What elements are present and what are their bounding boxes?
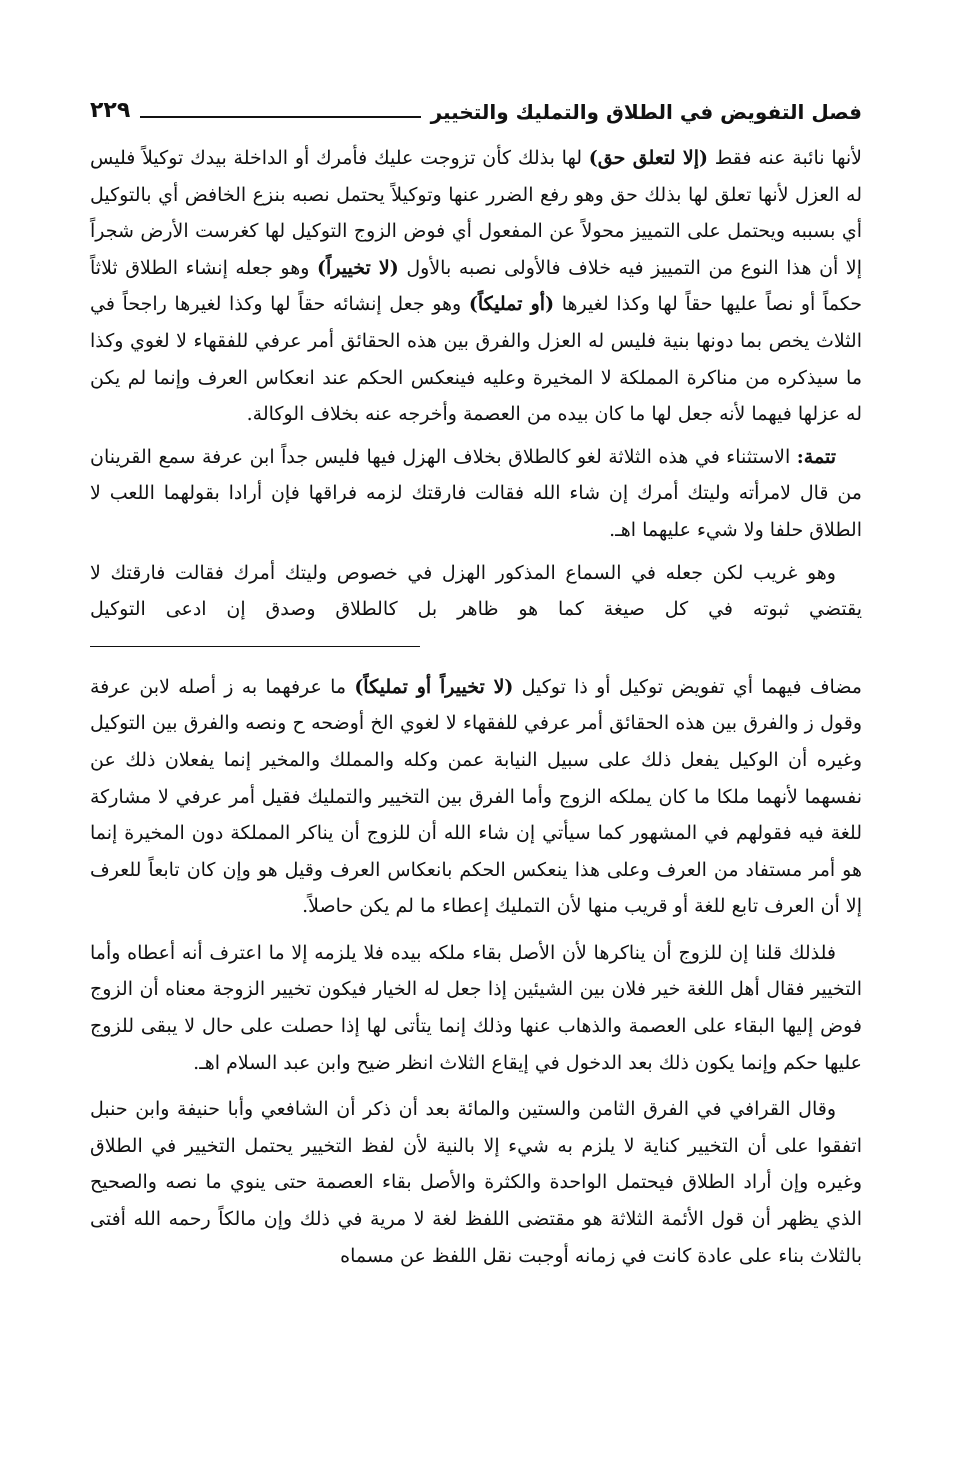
main-paragraph-2: تتمة: الاستثناء في هذه الثلاثة لغو كالطلاق بخلاف الهزل فيها فليس جداً ابن عرفة سمع القرينان من قال لامرأته وليتك أمرك إن شاء الله فقالت فارقتك لزمه فراقها فإن أرادا بقولهما اللعب لا الطلاق حلفا ولا شيء عليهما اهـ.	[90, 445, 862, 541]
footnote-paragraph-3: وقال القرافي في الفرق الثامن والستين والمائة بعد أن ذكر أن الشافعي وأبا حنيفة وابن حنبل اتفقوا على أن التخيير كناية لا يلزم به شيء إلا بالنية لأن لفظ التخيير يحتمل التخيير في الطلاق وغيره وإن أراد الطلاق فيحتمل الواحدة والكثرة والأصل بقاء العصمة حتى ينوي ما نصه والصحيح الذي يظهر أن قول الأئمة الثلاثة هو مقتضى اللفظ لغة لا مرية في ذلك وإن مالكاً رحمه الله أفتى بالثلاث بناء على عادة كانت في زمانه أوجبت نقل اللفظ عن مسماه	[90, 1098, 862, 1267]
footnote-paragraph-2: فلذلك قلنا إن للزوج أن يناكرها لأن الأصل بقاء ملكه بيده فلا يلزمه إلا ما اعترف أنه أعطاه وأما التخيير فقال أهل اللغة خير فلان بين الشيئين إذا جعل له الخيار فيكون تخيير الزوجة معناه أن الزوج فوض إليها البقاء على العصمة والذهاب عنها وذلك إنما يتأتى لها إذا حصلت على حال لا يبقى للزوج عليها حكم وإنما يكون ذلك بعد الدخول في إيقاع الثلاث انظر ضيح وابن عبد السلام اهـ.	[90, 941, 862, 1074]
main-paragraph-3: وهو غريب لكن جعله في السماع المذكور الهزل في خصوص وليتك أمرك فقالت فارقتك لا يقتضي ثبوته في كل صيغة كما هو ظاهر بل كالطلاق وصدق إن ادعى التوكيل	[90, 561, 862, 621]
footnotes	[90, 669, 862, 1275]
main-text	[90, 140, 862, 628]
chapter-title: فصل التفويض في الطلاق والتمليك والتخيير	[430, 100, 862, 124]
page-number: ٢٢٩	[90, 98, 131, 123]
footnote-paragraph-1: مضاف فيهما أي تفويض توكيل أو ذا توكيل (لا تخييراً أو تمليكاً) ما عرفهما به ز أصله لابن عرفة وقول ز والفرق بين هذه الحقائق أمر عرفي للفقهاء لا لغوي الخ أوضحه ح ونصه والفرق بين التوكيل وغيره أن الوكيل يفعل ذلك على سبيل النيابة عمن وكله والمملك والمخير إنما يفعلان ذلك عن نفسهما لأنهما ملكا ما كان يملكه الزوج وأما الفرق بين التخيير والتمليك فقيل أمر عرفي لا مشاركة للغة فيه فقولهم في المشهور كما سيأتي إن شاء الله أن للزوج أن يناكر المملكة دون المخيرة إنما هو أمر مستفاد من العرف وعلى هذا ينعكس الحكم بانعكاس العرف وقيل هو وإن كان تابعاً للعرف إلا أن العرف تابع للغة أو قريب منها لأن التمليك إعطاء ما لم يكن حاصلاً.	[90, 675, 862, 918]
header-rule	[140, 116, 420, 118]
main-paragraph-1: لأنها نائبة عنه فقط (إلا لتعلق حق) لها بذلك كأن تزوجت عليك فأمرك أو الداخلة بيدك توكيلاً فليس له العزل لأنها تعلق لها بذلك حق وهو رفع الضرر عنها وتوكيلاً يحتمل نصبه بنزع الخافض أي بالتوكيل أي بسببه ويحتمل على التمييز محولاً عن المفعول أي فوض الزوج التوكيل لها كغرست الأرض شجراً إلا أن هذا النوع من التمييز فيه خلاف فالأولى نصبه بالأول (لا تخييراً) وهو جعله إنشاء الطلاق ثلاثاً حكماً أو نصاً عليها حقاً لها وكذا لغيرها (أو تمليكاً) وهو جعل إنشائه حقاً لها وكذا لغيرها راجحاً في الثلاث يخص بما دونها بنية فليس له العزل والفرق بين هذه الحقائق أمر عرفي للفقهاء لا لغوي وكذا ما سيذكره من مناكرة المملكة لا المخيرة وعليه فينعكس الحكم عند انعكاس العرف وإنما لم يكن له عزلها فيهما لأنه جعل لها ما كان بيده من العصمة وأخرجه عنه بخلاف الوكالة.	[90, 147, 863, 426]
running-header	[90, 86, 862, 122]
footnote-divider	[90, 646, 420, 647]
document-page	[90, 86, 862, 1284]
